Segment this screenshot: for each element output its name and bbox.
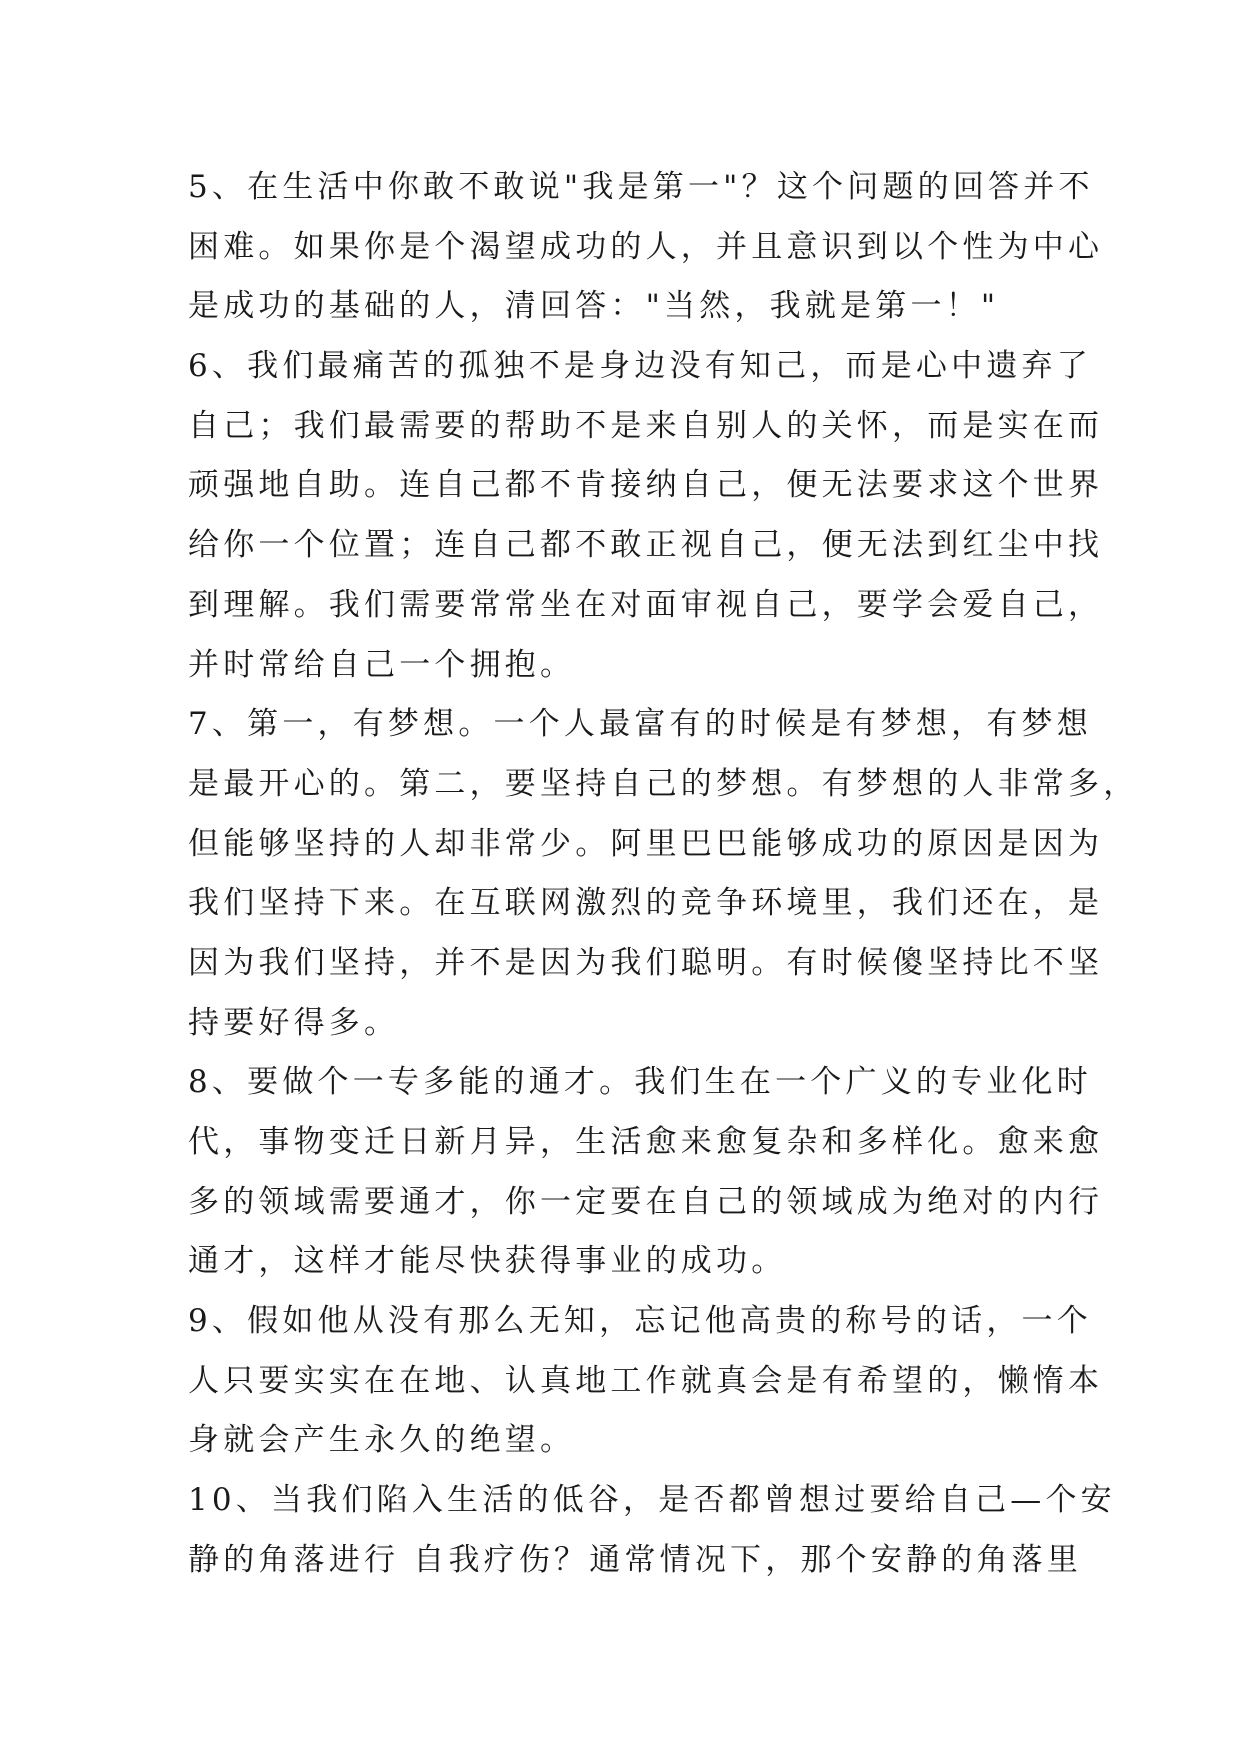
text-line: 因为我们坚持，并不是因为我们聪明。有时候傻坚持比不坚	[188, 944, 1104, 981]
document-body	[188, 158, 1139, 1591]
text-line: 顽强地自助。连自己都不肯接纳自己，便无法要求这个世界	[188, 467, 1104, 504]
text-line: 持要好得多。	[188, 1004, 400, 1041]
text-line: 我们坚持下来。在互联网激烈的竞争环境里，我们还在，是	[188, 885, 1104, 922]
text-line: 多的领域需要通才，你一定要在自己的领域成为绝对的内行	[188, 1183, 1104, 1220]
text-line: 困难。如果你是个渴望成功的人，并且意识到以个性为中心	[188, 228, 1104, 265]
text-line: 6、我们最痛苦的孤独不是身边没有知己，而是心中遗弃了	[188, 348, 1092, 385]
text-line: 但能够坚持的人却非常少。阿里巴巴能够成功的原因是因为	[188, 825, 1104, 862]
text-line: 给你一个位置；连自己都不敢正视自己，便无法到红尘中找	[188, 527, 1104, 564]
text-line: 身就会产生永久的绝望。	[188, 1422, 576, 1459]
text-line: 到理解。我们需要常常坐在对面审视自己，要学会爱自己，	[188, 586, 1104, 623]
text-line: 通才，这样才能尽快获得事业的成功。	[188, 1243, 787, 1280]
text-line: 是成功的基础的人，清回答："当然，我就是第一！"	[188, 288, 1000, 325]
text-line: 5、在生活中你敢不敢说"我是第一"？这个问题的回答并不	[188, 169, 1094, 205]
text-line: 并时常给自己一个拥抱。	[188, 646, 576, 683]
text-line: 9、假如他从没有那么无知，忘记他高贵的称号的话，一个	[188, 1303, 1092, 1340]
text-line: 人只要实实在在地、认真地工作就真会是有希望的，懒惰本	[188, 1362, 1104, 1399]
text-line: 静的角落进行 自我疗伤？通常情况下，那个安静的角落里	[188, 1541, 1083, 1578]
text-line: 是最开心的。第二，要坚持自己的梦想。有梦想的人非常多，	[188, 765, 1139, 802]
text-line: 7、第一，有梦想。一个人最富有的时候是有梦想，有梦想	[188, 706, 1092, 743]
text-line: 代，事物变迁日新月异，生活愈来愈复杂和多样化。愈来愈	[188, 1124, 1104, 1160]
text-line: 10、当我们陷入生活的低谷，是否都曾想过要给自己—个安	[188, 1482, 1116, 1519]
text-line: 8、要做个一专多能的通才。我们生在一个广义的专业化时	[188, 1064, 1092, 1101]
text-line: 自己；我们最需要的帮助不是来自别人的关怀，而是实在而	[188, 407, 1104, 444]
